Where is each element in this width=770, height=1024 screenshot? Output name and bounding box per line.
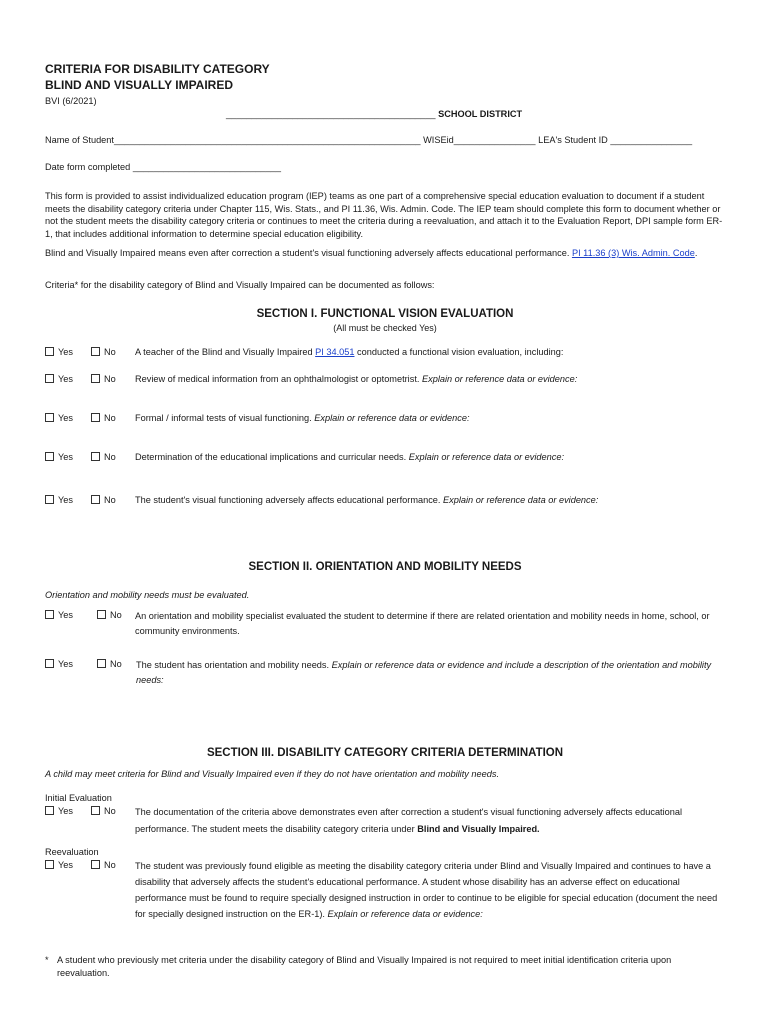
checkbox-icon[interactable]: [45, 806, 54, 815]
checkbox-icon[interactable]: [45, 610, 54, 619]
date-row: [45, 161, 281, 174]
no-label: No: [110, 659, 122, 669]
checkbox-icon[interactable]: [91, 374, 100, 383]
checkbox-icon[interactable]: [91, 413, 100, 422]
student-name-label: Name of Student: [45, 135, 114, 145]
s1-item5-text: [135, 494, 598, 507]
checkbox-icon[interactable]: [45, 860, 54, 869]
checkbox-icon[interactable]: [45, 374, 54, 383]
checkbox-icon[interactable]: [91, 347, 100, 356]
checkbox-icon[interactable]: [97, 659, 106, 668]
s1-item4-text: [135, 451, 564, 464]
wiseid-label: WISEid: [423, 135, 454, 145]
reeval-label: Reevaluation: [45, 847, 99, 857]
wiseid-field[interactable]: ________________: [453, 135, 536, 145]
s1-item5-yes[interactable]: [45, 494, 73, 507]
checkbox-icon[interactable]: [91, 495, 100, 504]
checkbox-icon[interactable]: [97, 610, 106, 619]
s1-item2-prompt: Explain or reference data or evidence:: [422, 374, 578, 384]
initial-eval-label: Initial Evaluation: [45, 793, 112, 803]
pi-34-051-link[interactable]: PI 34.051: [315, 347, 355, 357]
checkbox-icon[interactable]: [91, 860, 100, 869]
no-label: No: [104, 374, 116, 384]
yes-label: Yes: [58, 610, 73, 620]
checkbox-icon[interactable]: [45, 347, 54, 356]
s1-item1-text: [135, 346, 563, 359]
s1-item3-yes[interactable]: [45, 412, 73, 425]
no-label: No: [110, 610, 122, 620]
yes-label: Yes: [58, 495, 73, 505]
definition-text: Blind and Visually Impaired means even after correction a student's visual functioning adversely affects educational performance.: [45, 248, 570, 258]
title-line-1: CRITERIA FOR DISABILITY CATEGORY: [45, 62, 270, 76]
s3-reeval-text: [135, 858, 727, 922]
checkbox-icon[interactable]: [91, 452, 100, 461]
title-line-2: BLIND AND VISUALLY IMPAIRED: [45, 77, 234, 92]
s1-item3-prompt: Explain or reference data or evidence:: [314, 413, 470, 423]
s1-item4-prompt: Explain or reference data or evidence:: [408, 452, 565, 462]
s3-reeval-main: The student was previously found eligible as meeting the disability category criteria under Blind and Visually Impaired and continues to have a disability that adversely affects the student's educational performance. A student whose disability has an adverse effect on educational performance must be found to require specially designed instruction in order to continue to be eligible for special education (document the need for specially designed instruction on the ER-1).: [135, 861, 718, 919]
s2-item1-text: An orientation and mobility specialist evaluated the student to determine if there are related orientation and mobility needs in home, school, or community environments.: [135, 611, 710, 636]
district-label: SCHOOL DISTRICT: [438, 109, 523, 119]
section-1-heading: SECTION I. FUNCTIONAL VISION EVALUATION: [256, 308, 514, 320]
s1-item4-no[interactable]: [91, 451, 116, 464]
section-3-heading: SECTION III. DISABILITY CATEGORY CRITERIA DETERMINATION: [206, 747, 564, 759]
s1-item2-yes[interactable]: [45, 373, 73, 386]
s3-reeval-yes[interactable]: [45, 859, 73, 872]
s1-item3-no[interactable]: [91, 412, 116, 425]
yes-label: Yes: [58, 659, 73, 669]
district-blank[interactable]: _________________________________________: [226, 109, 436, 119]
s1-item2-main: Review of medical information from an ophthalmologist or optometrist.: [135, 374, 420, 384]
no-label: No: [104, 347, 116, 357]
checkbox-icon[interactable]: [45, 495, 54, 504]
s1-item5-main: The student's visual functioning adversely affects educational performance.: [135, 495, 441, 505]
s3-initial-no[interactable]: [91, 805, 116, 818]
s3-initial-main: The documentation of the criteria above demonstrates even after correction a student's visual functioning adversely affects educational performance. The student meets the disability category criteria under: [135, 807, 683, 834]
s2-item2-main: The student has orientation and mobility needs.: [136, 660, 330, 670]
s1-item5-no[interactable]: [91, 494, 116, 507]
pi-11-36-link[interactable]: PI 11.36 (3) Wis. Admin. Code: [571, 248, 695, 258]
s3-reeval-no[interactable]: [91, 859, 116, 872]
no-label: No: [104, 806, 116, 816]
no-label: No: [104, 860, 116, 870]
yes-label: Yes: [58, 347, 73, 357]
s1-item2-text: [135, 373, 577, 386]
criteria-intro: Criteria* for the disability category of Blind and Visually Impaired can be documented as follows:: [45, 280, 435, 290]
lea-id-field[interactable]: ________________: [610, 135, 693, 145]
lea-id-label: LEA's Student ID: [538, 135, 608, 145]
no-label: No: [104, 413, 116, 423]
section-3-note: A child may meet criteria for Blind and Visually Impaired even if they do not have orientation and mobility needs.: [45, 769, 500, 779]
s2-item1-yes[interactable]: [45, 609, 73, 622]
s1-item4-main: Determination of the educational implications and curricular needs.: [135, 452, 407, 462]
s1-item3-main: Formal / informal tests of visual functioning.: [135, 413, 312, 423]
yes-label: Yes: [58, 413, 73, 423]
section-2-heading: SECTION II. ORIENTATION AND MOBILITY NEEDS: [248, 561, 522, 573]
yes-label: Yes: [58, 452, 73, 462]
footnote-mark: *: [45, 955, 49, 965]
s1-item1-no[interactable]: [91, 346, 116, 359]
no-label: No: [104, 495, 116, 505]
s1-item2-no[interactable]: [91, 373, 116, 386]
no-label: No: [104, 452, 116, 462]
checkbox-icon[interactable]: [45, 659, 54, 668]
s2-item2-prompt: Explain or reference data or evidence and include a description of the orientation and mobility needs:: [136, 660, 712, 685]
yes-label: Yes: [58, 860, 73, 870]
s2-item2-yes[interactable]: [45, 658, 73, 671]
section-2-note: Orientation and mobility needs must be evaluated.: [45, 590, 250, 600]
yes-label: Yes: [58, 806, 73, 816]
checkbox-icon[interactable]: [45, 452, 54, 461]
s3-initial-bold: Blind and Visually Impaired.: [417, 824, 540, 834]
s3-reeval-prompt: Explain or reference data or evidence:: [327, 909, 483, 919]
intro-paragraph: This form is provided to assist individualized education program (IEP) teams as one part of a comprehensive special education evaluation to document if a student meets the disability category criteria under Chapter 115, Wis. Stats., and PI 11.36, Wis. Admin. Code. The IEP team should complete this form to document whether or not the student meets the disability category criteria or continues to meet the criteria during a reevaluation, and attach it to the Evaluation Report, DPI sample form ER-1, that includes additional information to determine special education eligibility.: [45, 191, 723, 240]
checkbox-icon[interactable]: [91, 806, 100, 815]
section-1-subheading: (All must be checked Yes): [333, 323, 437, 333]
yes-label: Yes: [58, 374, 73, 384]
s2-item2-text: [136, 658, 726, 688]
s2-item1-no[interactable]: [97, 609, 122, 622]
s1-item4-yes[interactable]: [45, 451, 73, 464]
s1-item1-yes[interactable]: [45, 346, 73, 359]
form-code: BVI (6/2021): [45, 96, 97, 106]
s1-item3-text: [135, 412, 470, 425]
s1-item1-text-b: conducted a functional vision evaluation, including:: [357, 347, 564, 357]
date-label: Date form completed: [45, 162, 131, 172]
definition-end: .: [694, 248, 698, 258]
district-line: [226, 108, 522, 121]
checkbox-icon[interactable]: [45, 413, 54, 422]
s1-item5-prompt: Explain or reference data or evidence:: [443, 495, 599, 505]
s3-initial-yes[interactable]: [45, 805, 73, 818]
definition-paragraph: [45, 247, 727, 260]
s1-item1-text-a: A teacher of the Blind and Visually Impaired: [135, 347, 313, 357]
s2-item2-no[interactable]: [97, 658, 122, 671]
date-field[interactable]: _____________________________: [132, 162, 282, 172]
footnote-text: A student who previously met criteria under the disability category of Blind and Visually Impaired is not required to meet initial identification criteria upon reevaluation.: [57, 955, 672, 978]
student-info-row: [45, 134, 692, 147]
form-title: [45, 62, 270, 93]
s3-initial-text: [135, 804, 695, 838]
student-name-field[interactable]: ____________________________________________________________: [113, 135, 421, 145]
